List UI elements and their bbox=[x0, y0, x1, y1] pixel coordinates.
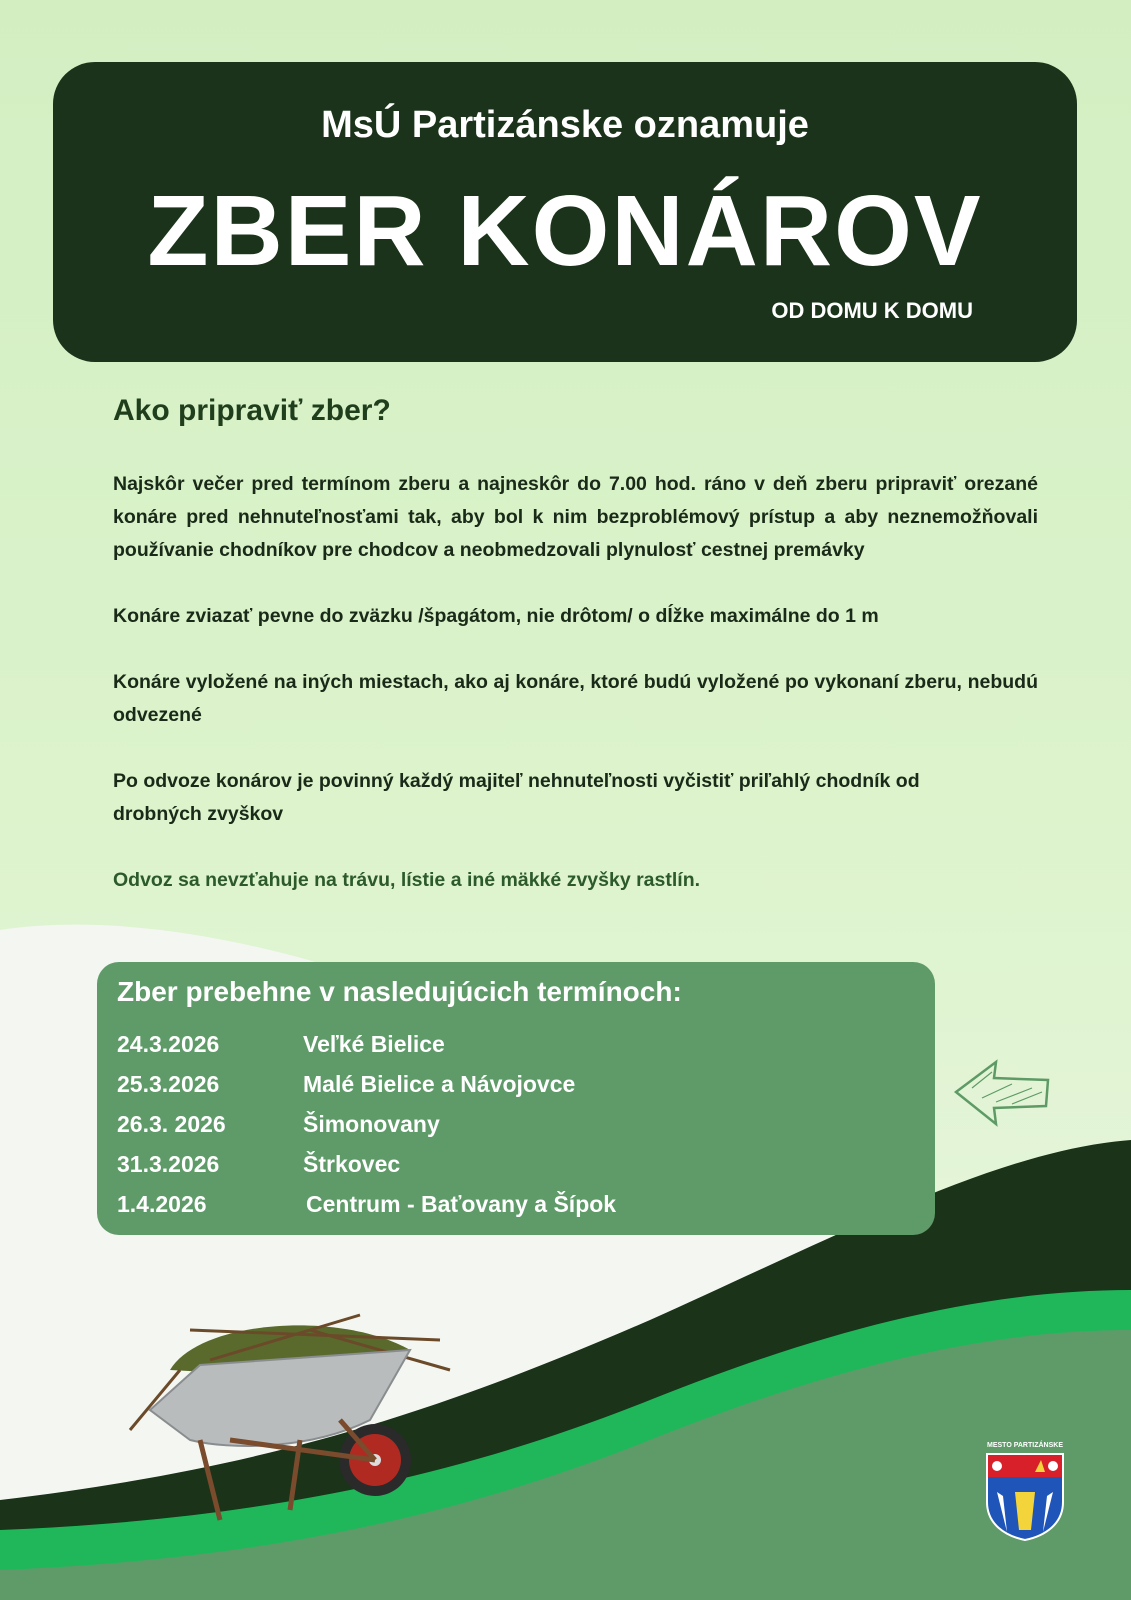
schedule-place: Centrum - Baťovany a Šípok bbox=[306, 1191, 617, 1217]
schedule-place: Malé Bielice a Návojovce bbox=[303, 1071, 576, 1097]
instruction-paragraph: Konáre zviazať pevne do zväzku /špagátom, nie drôtom/ o dĺžke maximálne do 1 m bbox=[113, 605, 879, 627]
schedule-date: 25.3.2026 bbox=[117, 1071, 220, 1097]
instruction-paragraph: Po odvoze konárov je povinný každý majiteľ nehnuteľnosti vyčistiť priľahlý chodník od drobných zvyškov bbox=[113, 770, 920, 825]
header-banner bbox=[53, 62, 1077, 362]
schedule-date: 24.3.2026 bbox=[117, 1031, 220, 1057]
header-title: ZBER KONÁROV bbox=[147, 175, 983, 287]
arrow-left-icon bbox=[952, 1058, 1052, 1128]
schedule-row bbox=[117, 1071, 575, 1098]
schedule-row bbox=[117, 1151, 400, 1178]
wheelbarrow-illustration bbox=[110, 1310, 470, 1550]
schedule-row bbox=[117, 1031, 445, 1058]
crest-caption: MESTO PARTIZÁNSKE bbox=[987, 1442, 1063, 1449]
schedule-row bbox=[117, 1191, 616, 1218]
instructions-body bbox=[113, 468, 1038, 930]
instruction-paragraph: Odvoz sa nevzťahuje na trávu, lístie a iné mäkké zvyšky rastlín. bbox=[113, 869, 701, 891]
schedule-place: Šimonovany bbox=[303, 1111, 440, 1137]
instruction-paragraph: Najskôr večer pred termínom zberu a najneskôr do 7.00 hod. ráno v deň zberu pripraviť orezané konáre pred nehnuteľnosťami tak, aby bol k nim bezproblémový prístup a aby neznemožňovali používanie chodníkov pre chodcov a neobmedzovali plynulosť cestnej premávky bbox=[113, 473, 1038, 561]
schedule-date: 26.3. 2026 bbox=[117, 1111, 226, 1137]
city-crest bbox=[975, 1442, 1075, 1547]
schedule-row bbox=[117, 1111, 440, 1138]
instruction-paragraph: Konáre vyložené na iných miestach, ako aj konáre, ktoré budú vyložené po vykonaní zberu, nebudú odvezené bbox=[113, 671, 1038, 726]
schedule-date: 31.3.2026 bbox=[117, 1151, 220, 1177]
header-subtitle: MsÚ Partizánske oznamuje bbox=[321, 104, 809, 146]
instructions-heading: Ako pripraviť zber? bbox=[113, 394, 391, 427]
schedule-box bbox=[97, 962, 935, 1235]
schedule-title: Zber prebehne v nasledujúcich termínoch: bbox=[117, 976, 682, 1007]
schedule-place: Veľké Bielice bbox=[303, 1031, 445, 1057]
schedule-place: Štrkovec bbox=[303, 1151, 401, 1177]
header-tagline: OD DOMU K DOMU bbox=[771, 298, 973, 323]
schedule-date: 1.4.2026 bbox=[117, 1191, 207, 1217]
coat-of-arms-icon bbox=[985, 1452, 1065, 1542]
